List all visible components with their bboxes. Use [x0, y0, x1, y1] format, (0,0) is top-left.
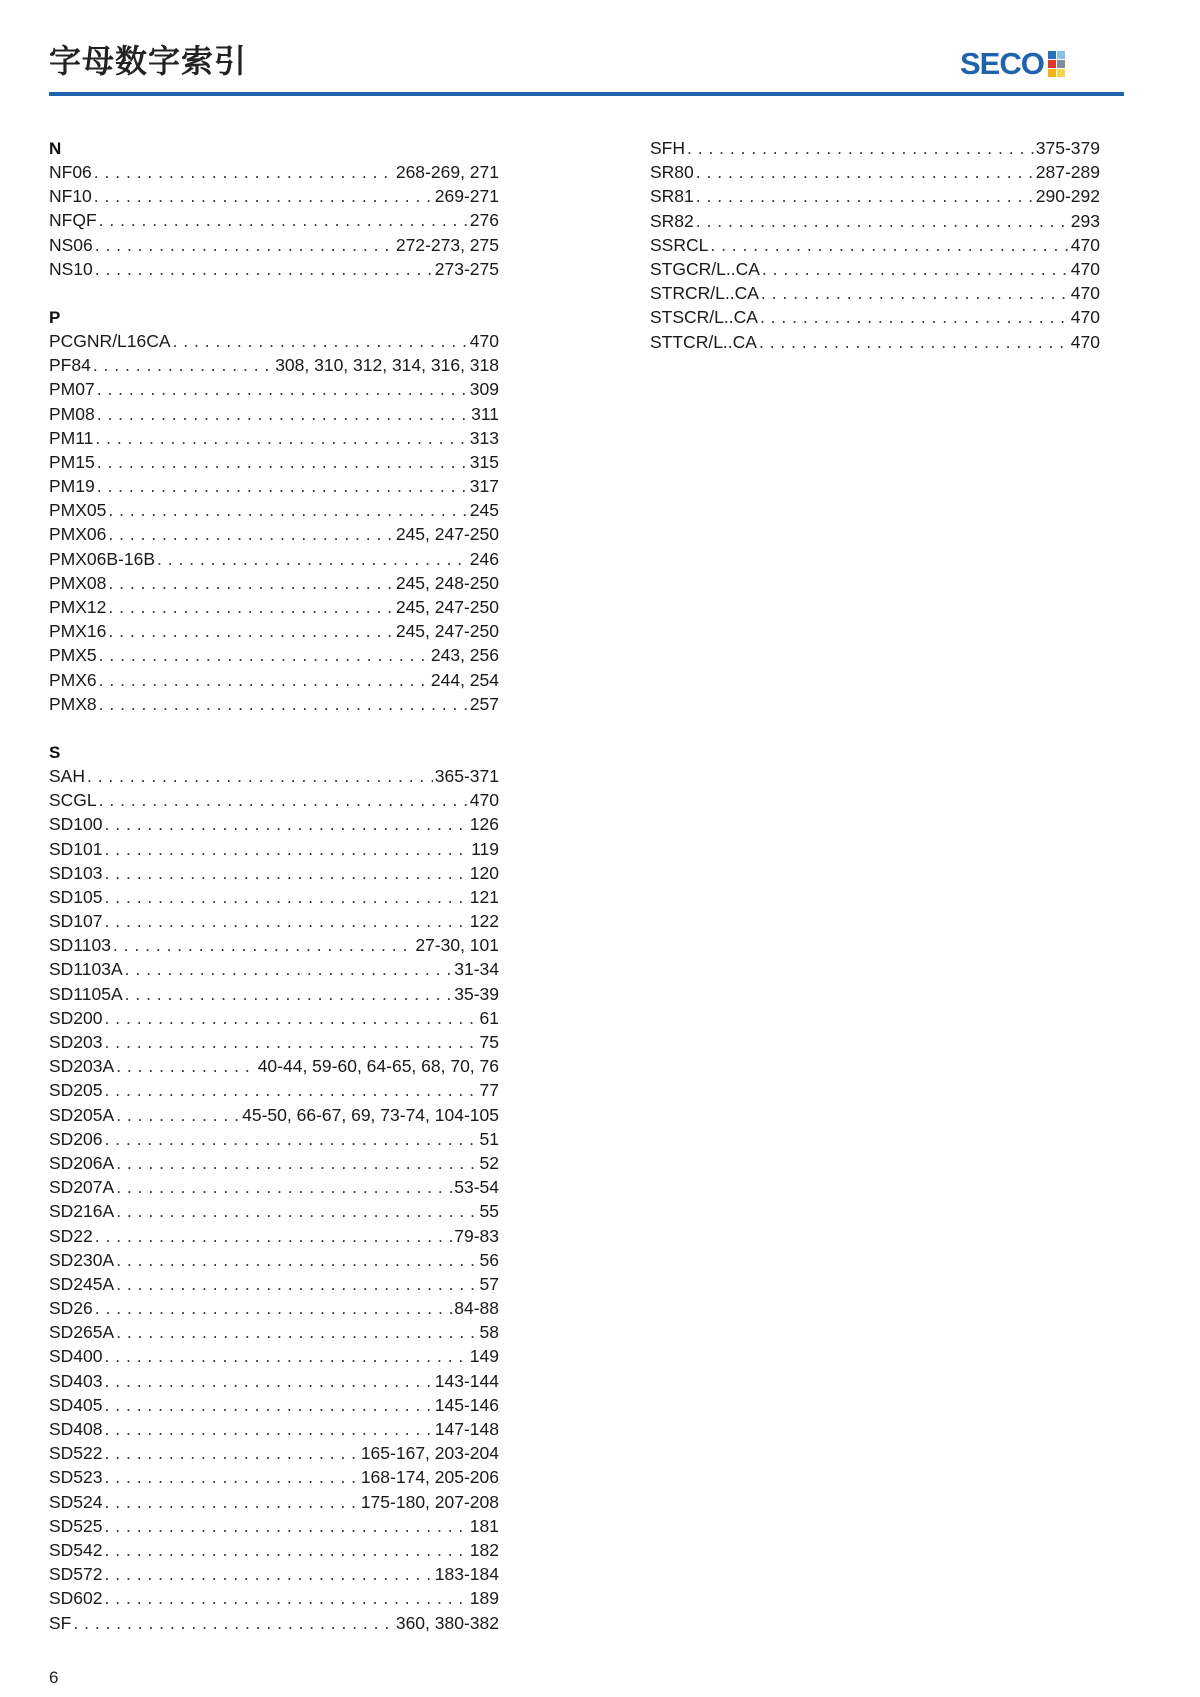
index-entry [650, 136, 1100, 160]
dot-leader [94, 184, 433, 208]
entry-code: PMX05 [49, 500, 107, 521]
entry-code: SD200 [49, 1007, 103, 1028]
logo-square [1057, 51, 1065, 59]
dot-leader [157, 547, 468, 571]
index-entry [49, 957, 499, 981]
dot-leader [108, 498, 467, 522]
entry-code: SD203A [49, 1056, 115, 1077]
dot-leader [105, 1441, 359, 1465]
entry-code: SAH [49, 765, 85, 786]
entry-code: NS10 [49, 258, 93, 279]
index-entry [49, 933, 499, 957]
index-entry [49, 184, 499, 208]
entry-code: PMX6 [49, 669, 97, 690]
entry-pages: 268-269, 271 [395, 162, 499, 182]
index-entry [49, 619, 499, 643]
entry-code: SD408 [49, 1419, 103, 1439]
index-entry [49, 812, 499, 836]
entry-pages: 313 [469, 427, 499, 448]
entry-pages: 245, 247-250 [395, 621, 499, 642]
entry-code: SD100 [49, 814, 103, 835]
index-entry [49, 547, 499, 571]
entry-code: SD405 [49, 1394, 103, 1415]
seco-logo [960, 48, 1065, 80]
dot-leader [99, 643, 429, 667]
entry-pages: 276 [469, 210, 499, 231]
logo-mark-icon [1048, 51, 1065, 77]
entry-code: SD400 [49, 1346, 103, 1367]
entry-pages: 365-371 [434, 765, 499, 786]
brand-name: SECO [960, 46, 1044, 81]
entry-code: SD602 [49, 1588, 103, 1609]
dot-leader [97, 402, 469, 426]
index-entry [49, 377, 499, 401]
dot-leader [105, 1030, 478, 1054]
header-rule [49, 92, 1124, 96]
entry-code: PCGNR/L16CA [49, 330, 171, 351]
dot-leader [105, 812, 468, 836]
entry-code: SD205 [49, 1080, 103, 1101]
dot-leader [97, 474, 468, 498]
dot-leader [116, 1103, 240, 1127]
dot-leader [108, 571, 393, 595]
dot-leader [125, 982, 453, 1006]
entry-pages: 470 [469, 330, 499, 351]
entry-pages: 126 [469, 814, 499, 835]
entry-code: SCGL [49, 790, 97, 811]
entry-pages: 311 [471, 403, 499, 424]
dot-leader [95, 257, 433, 281]
dot-leader [97, 450, 468, 474]
logo-square [1048, 60, 1056, 68]
entry-code: STSCR/L..CA [650, 307, 758, 328]
dot-leader [105, 837, 470, 861]
index-entry [49, 909, 499, 933]
dot-leader [95, 426, 467, 450]
index-entry [49, 595, 499, 619]
dot-leader [710, 233, 1068, 257]
dot-leader [94, 160, 394, 184]
entry-code: SR82 [650, 210, 694, 231]
entry-pages: 257 [469, 693, 499, 714]
index-entry [49, 208, 499, 232]
index-entry [49, 474, 499, 498]
entry-code: SD1103 [49, 935, 111, 956]
dot-leader [105, 1393, 433, 1417]
entry-pages: 309 [469, 379, 499, 400]
dot-leader [105, 861, 468, 885]
entry-code: SD525 [49, 1515, 103, 1536]
index-entry [49, 1465, 499, 1489]
entry-code: SD206A [49, 1152, 115, 1173]
index-entry [49, 160, 499, 184]
entry-code: SD205A [49, 1104, 115, 1125]
dot-leader [105, 1562, 433, 1586]
entry-code: SR80 [650, 162, 694, 183]
entry-pages: 175-180, 207-208 [360, 1491, 499, 1512]
index-entry [49, 402, 499, 426]
index-entry [49, 668, 499, 692]
dot-leader [99, 788, 468, 812]
entry-code: STGCR/L..CA [650, 258, 760, 279]
entry-code: SD403 [49, 1370, 103, 1391]
index-entry [49, 1538, 499, 1562]
dot-leader [116, 1248, 477, 1272]
entry-pages: 122 [469, 911, 499, 932]
entry-code: PMX12 [49, 597, 107, 617]
index-entry [650, 184, 1100, 208]
dot-leader [105, 1006, 478, 1030]
dot-leader [105, 1514, 468, 1538]
entry-pages: 315 [469, 451, 499, 472]
entry-pages: 55 [479, 1201, 499, 1222]
entry-code: SD522 [49, 1443, 103, 1464]
dot-leader [99, 208, 468, 232]
dot-leader [105, 1344, 468, 1368]
dot-leader [116, 1175, 452, 1199]
dot-leader [99, 692, 468, 716]
entry-pages: 470 [1070, 331, 1100, 352]
logo-square [1057, 69, 1065, 77]
dot-leader [105, 1490, 359, 1514]
index-entry [49, 257, 499, 281]
dot-leader [105, 885, 468, 909]
dot-leader [696, 184, 1034, 208]
entry-code: SD523 [49, 1467, 103, 1488]
entry-pages: 168-174, 205-206 [360, 1467, 499, 1488]
index-entry [49, 498, 499, 522]
index-entry [49, 764, 499, 788]
entry-pages: 470 [469, 790, 499, 811]
entry-code: PMX08 [49, 572, 107, 593]
entry-code: NFQF [49, 210, 97, 231]
entry-code: SD22 [49, 1225, 93, 1246]
entry-pages: 272-273, 275 [395, 234, 499, 255]
entry-code: PM19 [49, 476, 95, 497]
entry-pages: 308, 310, 312, 314, 316, 318 [275, 355, 499, 376]
entry-code: PMX5 [49, 645, 97, 666]
logo-square [1048, 69, 1056, 77]
index-entry [49, 1127, 499, 1151]
entry-pages: 245, 248-250 [395, 572, 499, 593]
index-entry [49, 1514, 499, 1538]
entry-pages: 165-167, 203-204 [360, 1443, 499, 1464]
index-section [49, 305, 499, 716]
entry-pages: 31-34 [454, 959, 499, 980]
entry-pages: 273-275 [434, 258, 499, 279]
entry-code: NF06 [49, 162, 92, 182]
index-entry [49, 1296, 499, 1320]
index-entry [49, 233, 499, 257]
entry-pages: 77 [479, 1080, 499, 1101]
index-entry [49, 1611, 499, 1635]
entry-code: NF10 [49, 186, 92, 207]
entry-pages: 35-39 [454, 983, 499, 1004]
entry-pages: 45-50, 66-67, 69, 73-74, 104-105 [242, 1104, 499, 1125]
index-column-right [650, 136, 1100, 378]
dot-leader [116, 1320, 477, 1344]
dot-leader [105, 1465, 359, 1489]
dot-leader [759, 330, 1069, 354]
index-entry [49, 450, 499, 474]
entry-code: PMX06 [49, 524, 107, 545]
dot-leader [105, 1417, 433, 1441]
dot-leader [97, 377, 468, 401]
dot-leader [108, 619, 393, 643]
entry-code: SD542 [49, 1539, 103, 1560]
entry-code: PM07 [49, 379, 95, 400]
dot-leader [760, 305, 1069, 329]
entry-code: SD1105A [49, 983, 123, 1004]
section-letter: N [49, 139, 62, 158]
entry-pages: 40-44, 59-60, 64-65, 68, 70, 76 [257, 1056, 499, 1077]
entry-pages: 470 [1070, 234, 1100, 255]
entry-pages: 182 [469, 1539, 499, 1560]
entry-code: STRCR/L..CA [650, 283, 759, 304]
index-entry [49, 837, 499, 861]
index-section [49, 740, 499, 1635]
entry-pages: 246 [469, 548, 499, 569]
index-entry [49, 1224, 499, 1248]
dot-leader [99, 668, 429, 692]
entry-pages: 181 [469, 1515, 499, 1536]
dot-leader [93, 353, 273, 377]
entry-code: PM08 [49, 403, 95, 424]
entry-pages: 79-83 [454, 1225, 499, 1246]
entry-pages: 183-184 [434, 1564, 499, 1585]
dot-leader [95, 1296, 452, 1320]
index-entry [49, 1078, 499, 1102]
dot-leader [87, 764, 433, 788]
index-entry [49, 571, 499, 595]
index-entry [650, 257, 1100, 281]
entry-pages: 317 [469, 476, 499, 497]
entry-pages: 245 [469, 500, 499, 521]
section-letter: S [49, 742, 61, 762]
index-entry [49, 329, 499, 353]
entry-pages: 375-379 [1035, 138, 1100, 158]
entry-pages: 290-292 [1035, 186, 1100, 207]
entry-pages: 243, 256 [430, 645, 499, 666]
page-number: 6 [49, 1668, 59, 1687]
index-entry [49, 1393, 499, 1417]
entry-code: STTCR/L..CA [650, 331, 757, 352]
entry-pages: 121 [469, 886, 499, 907]
entry-code: PMX06B-16B [49, 548, 156, 569]
entry-code: SD107 [49, 911, 103, 932]
entry-pages: 56 [479, 1249, 499, 1270]
dot-leader [125, 957, 453, 981]
dot-leader [116, 1199, 477, 1223]
index-entry [650, 305, 1100, 329]
index-section [650, 136, 1100, 354]
entry-pages: 120 [469, 862, 499, 883]
dot-leader [113, 933, 413, 957]
entry-code: PM11 [49, 427, 94, 448]
entry-pages: 58 [479, 1322, 499, 1343]
index-entry [49, 1441, 499, 1465]
entry-pages: 143-144 [434, 1370, 499, 1391]
dot-leader [696, 160, 1034, 184]
page-title: 字母数字索引 [49, 42, 248, 80]
index-entry [49, 1054, 499, 1078]
entry-code: SD265A [49, 1322, 115, 1343]
index-section [49, 136, 499, 281]
index-entry [650, 330, 1100, 354]
index-entry [49, 1248, 499, 1272]
index-entry [49, 426, 499, 450]
index-entry [49, 1175, 499, 1199]
index-entry [49, 1344, 499, 1368]
entry-code: SFH [650, 138, 685, 158]
index-entry [49, 522, 499, 546]
entry-code: PM15 [49, 451, 95, 472]
entry-pages: 147-148 [434, 1419, 499, 1439]
index-entry [49, 353, 499, 377]
section-letter: P [49, 307, 61, 327]
index-entry [49, 861, 499, 885]
index-entry [650, 281, 1100, 305]
dot-leader [105, 1538, 468, 1562]
entry-pages: 470 [1070, 307, 1100, 328]
index-entry [49, 1586, 499, 1610]
dot-leader [761, 281, 1069, 305]
entry-pages: 52 [479, 1152, 499, 1173]
entry-code: SD101 [49, 838, 103, 859]
index-entry [49, 1490, 499, 1514]
index-entry [49, 692, 499, 716]
index-entry [650, 209, 1100, 233]
entry-code: PMX8 [49, 693, 97, 714]
entry-code: SF [49, 1612, 72, 1633]
entry-code: PF84 [49, 355, 91, 376]
entry-pages: 51 [479, 1128, 499, 1149]
entry-pages: 61 [479, 1007, 499, 1028]
entry-code: SD230A [49, 1249, 115, 1270]
dot-leader [105, 1127, 478, 1151]
dot-leader [687, 136, 1034, 160]
dot-leader [696, 209, 1069, 233]
logo-square [1048, 51, 1056, 59]
entry-pages: 293 [1070, 210, 1100, 231]
dot-leader [108, 595, 393, 619]
entry-pages: 84-88 [454, 1298, 499, 1319]
entry-pages: 57 [479, 1273, 499, 1294]
entry-pages: 287-289 [1035, 162, 1100, 183]
dot-leader [73, 1611, 393, 1635]
entry-code: SD203 [49, 1032, 103, 1052]
entry-pages: 145-146 [434, 1394, 499, 1415]
entry-code: SR81 [650, 186, 694, 207]
entry-pages: 269-271 [434, 186, 499, 207]
entry-pages: 470 [1070, 258, 1100, 279]
entry-code: SD103 [49, 862, 103, 883]
dot-leader [105, 1078, 478, 1102]
entry-pages: 75 [479, 1032, 499, 1052]
entry-pages: 244, 254 [430, 669, 499, 690]
entry-code: SD245A [49, 1273, 115, 1294]
dot-leader [95, 1224, 452, 1248]
entry-pages: 149 [469, 1346, 499, 1367]
index-entry [650, 160, 1100, 184]
index-entry [49, 1320, 499, 1344]
dot-leader [108, 522, 393, 546]
index-entry [49, 643, 499, 667]
index-entry [49, 1417, 499, 1441]
entry-pages: 360, 380-382 [395, 1612, 499, 1633]
index-entry [49, 1369, 499, 1393]
entry-pages: 27-30, 101 [415, 935, 499, 956]
entry-code: NS06 [49, 234, 93, 255]
entry-pages: 245, 247-250 [395, 597, 499, 617]
index-entry [49, 788, 499, 812]
index-entry [49, 1103, 499, 1127]
entry-code: SD105 [49, 886, 103, 907]
dot-leader [105, 1369, 433, 1393]
entry-pages: 245, 247-250 [395, 524, 499, 545]
index-entry [49, 982, 499, 1006]
entry-code: SD26 [49, 1298, 93, 1319]
entry-code: SD572 [49, 1564, 103, 1585]
dot-leader [95, 233, 394, 257]
index-entry [49, 1562, 499, 1586]
index-entry [49, 1151, 499, 1175]
entry-code: SD206 [49, 1128, 103, 1149]
index-entry [49, 1030, 499, 1054]
dot-leader [116, 1272, 477, 1296]
entry-pages: 470 [1070, 283, 1100, 304]
dot-leader [116, 1151, 477, 1175]
entry-pages: 53-54 [454, 1177, 499, 1198]
entry-pages: 189 [469, 1588, 499, 1609]
index-entry [650, 233, 1100, 257]
index-entry [49, 885, 499, 909]
logo-square [1057, 60, 1065, 68]
index-entry [49, 1272, 499, 1296]
entry-code: SSRCL [650, 234, 709, 255]
index-entry [49, 1006, 499, 1030]
entry-code: SD524 [49, 1491, 103, 1512]
dot-leader [116, 1054, 256, 1078]
dot-leader [105, 909, 468, 933]
index-entry [49, 1199, 499, 1223]
entry-pages: 119 [471, 838, 499, 859]
entry-code: PMX16 [49, 621, 107, 642]
index-column-left [49, 136, 499, 1659]
entry-code: SD1103A [49, 959, 123, 980]
dot-leader [762, 257, 1069, 281]
entry-code: SD207A [49, 1177, 115, 1198]
dot-leader [173, 329, 468, 353]
dot-leader [105, 1586, 468, 1610]
entry-code: SD216A [49, 1201, 115, 1222]
